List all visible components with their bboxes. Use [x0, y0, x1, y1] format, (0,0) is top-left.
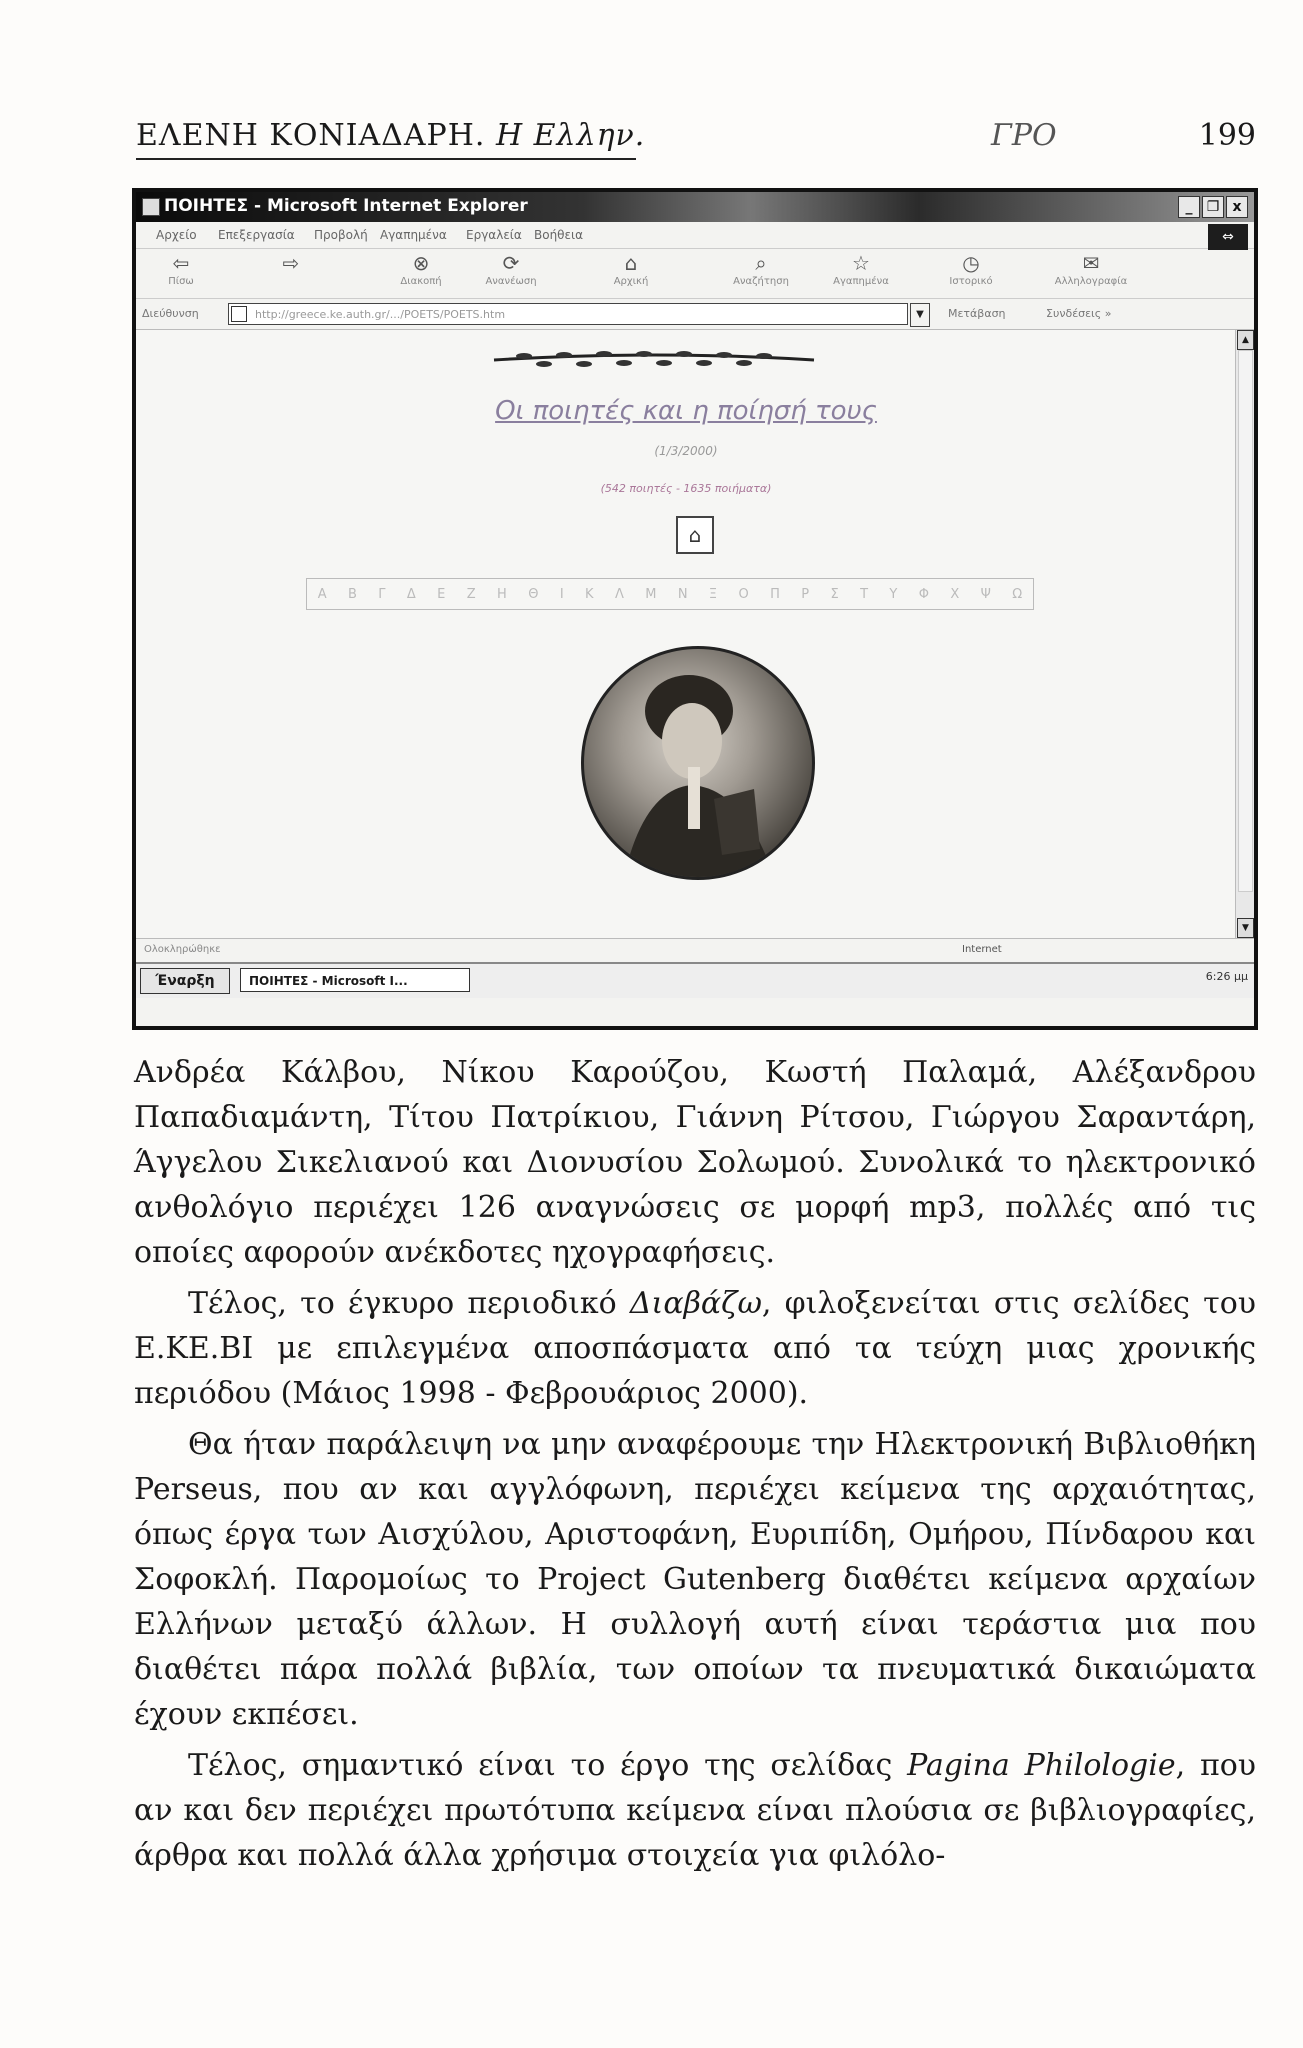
menu-favorites[interactable]: Αγαπημένα — [380, 228, 447, 242]
menu-file[interactable]: Αρχείο — [156, 228, 197, 242]
running-head-rule — [136, 158, 636, 160]
alphabet-letter[interactable]: Η — [497, 586, 507, 602]
address-bar — [136, 299, 1254, 330]
alphabet-letter[interactable]: Α — [317, 586, 327, 602]
alphabet-letter[interactable]: Τ — [860, 586, 869, 602]
menu-view[interactable]: Προβολή — [314, 228, 368, 242]
history-icon: ◷ — [962, 251, 980, 275]
site-title-link[interactable]: Οι ποιητές και η ποίησή τους — [495, 396, 877, 426]
favorites-button[interactable] — [816, 250, 906, 287]
minimize-button[interactable]: _ — [1178, 196, 1200, 218]
start-button[interactable]: Έναρξη — [140, 968, 230, 994]
alphabet-letter[interactable]: Λ — [614, 586, 624, 602]
menu-bar — [136, 222, 1254, 249]
running-head-left — [136, 118, 645, 153]
history-button[interactable] — [926, 250, 1016, 287]
laurel-ornament-icon — [484, 342, 824, 378]
browser-screenshot — [132, 188, 1258, 1030]
alphabet-letter[interactable]: Ν — [677, 586, 688, 602]
taskbar — [136, 962, 1254, 998]
status-bar — [136, 938, 1254, 963]
alphabet-letter[interactable]: Υ — [889, 586, 898, 602]
site-name: Pagina Philologie — [907, 1748, 1176, 1783]
alphabet-letter[interactable]: Θ — [528, 586, 539, 602]
window-controls — [1178, 196, 1248, 218]
alphabet-letter[interactable]: Γ — [378, 586, 386, 602]
site-counts: (542 ποιητές - 1635 ποιήματα) — [600, 482, 772, 495]
poet-portrait-image — [581, 646, 815, 880]
home-label: Αρχική — [613, 276, 649, 287]
alphabet-letter[interactable]: Ψ — [980, 586, 991, 602]
history-label: Ιστορικό — [949, 276, 993, 287]
address-dropdown-icon[interactable]: ▼ — [910, 303, 930, 327]
menu-tools[interactable]: Εργαλεία — [466, 228, 522, 242]
stop-icon: ⊗ — [412, 251, 430, 275]
scroll-down-icon[interactable]: ▼ — [1237, 918, 1254, 938]
paragraph-1: Ανδρέα Κάλβου, Νίκου Καρούζου, Κωστή Παλαμά, Αλέξανδρου Παπαδιαμάντη, Τίτου Πατρίκιου, Γιάννη Ρίτσου, Γιώργου Σαραντάρη, Άγγελου Σικελιανού και Διονυσίου Σολωμού. Συνολικά το ηλεκτρονικό ανθολόγιο περιέχει 126 αναγνώσεις σε μορφή mp3, πολλές από τις οποίες αφορούν ανέκδοτες ηχογραφήσεις. — [134, 1055, 1256, 1270]
alphabet-letter[interactable]: Ω — [1012, 586, 1023, 602]
alphabet-letter[interactable]: Κ — [585, 586, 594, 602]
forward-button[interactable] — [246, 250, 336, 276]
search-icon: ⌕ — [755, 251, 767, 275]
mail-button[interactable] — [1036, 250, 1146, 287]
search-button[interactable] — [716, 250, 806, 287]
paragraph-2-start: Τέλος, το έγκυρο περιοδικό — [188, 1286, 630, 1321]
refresh-button[interactable] — [466, 250, 556, 287]
alphabet-index — [306, 578, 1034, 610]
alphabet-letter[interactable]: Ρ — [801, 586, 810, 602]
search-label: Αναζήτηση — [733, 276, 789, 287]
alphabet-letter[interactable]: Φ — [918, 586, 929, 602]
menu-help[interactable]: Βοήθεια — [534, 228, 583, 242]
running-head-title: Η Ελλην. — [495, 118, 646, 153]
portrait-figure-icon — [584, 649, 812, 877]
stop-label: Διακοπή — [400, 276, 442, 287]
favorites-label: Αγαπημένα — [833, 276, 889, 287]
go-button[interactable]: Μετάβαση — [948, 307, 1006, 320]
status-zone: Internet — [962, 944, 1002, 955]
paragraph-3: Θα ήταν παράλειψη να μην αναφέρουμε την Ηλεκτρονική Βιβλιοθήκη Perseus, που αν και αγγλόφωνη, περιέχει κείμενα της αρχαιότητας, όπως έργα των Αισχύλου, Αριστοφάνη, Ευριπίδη, Ομήρου, Πίνδαρου και Σοφοκλή. Παρομοίως το Project Gutenberg διαθέτει κείμενα αρχαίων Ελλήνων μεταξύ άλλων. Η συλλογή αυτή είναι τεράστια μια που διαθέτει πάρα πολλά βιβλία, των οποίων τα πνευματικά δικαιώματα έχουν εκπέσει. — [134, 1427, 1256, 1732]
back-button[interactable] — [136, 250, 226, 287]
alphabet-letter[interactable]: Ε — [437, 586, 446, 602]
links-button[interactable]: Συνδέσεις » — [1046, 307, 1112, 320]
alphabet-letter[interactable]: Μ — [645, 586, 657, 602]
close-button[interactable]: x — [1226, 196, 1248, 218]
refresh-label: Ανανέωση — [485, 276, 537, 287]
vertical-scrollbar[interactable] — [1235, 330, 1254, 938]
favorites-icon: ☆ — [852, 251, 870, 275]
alphabet-letter[interactable]: Π — [770, 586, 780, 602]
alphabet-letter[interactable]: Β — [347, 586, 357, 602]
page-icon — [231, 306, 247, 322]
back-label: Πίσω — [168, 276, 194, 287]
menu-edit[interactable]: Επεξεργασία — [218, 228, 295, 242]
paragraph-4-start: Τέλος, σημαντικό είναι το έργο της σελίδας — [188, 1748, 908, 1783]
home-icon: ⌂ — [624, 251, 638, 275]
running-head-fragment: ΓΡΟ — [991, 118, 1057, 153]
scroll-thumb[interactable] — [1238, 350, 1253, 892]
scroll-up-icon[interactable]: ▲ — [1237, 330, 1254, 350]
web-page-content — [136, 330, 1236, 938]
refresh-icon: ⟳ — [502, 251, 520, 275]
running-head-author: ΕΛΕΝΗ ΚΟΝΙΑΔΑΡΗ. — [136, 118, 486, 153]
body-text — [134, 1050, 1256, 1878]
mail-label: Αλληλογραφία — [1054, 276, 1128, 287]
mail-icon: ✉ — [1082, 251, 1100, 275]
alphabet-letter[interactable]: Ζ — [466, 586, 476, 602]
app-icon — [142, 198, 160, 216]
alphabet-letter[interactable]: Ι — [559, 586, 564, 602]
address-label: Διεύθυνση — [142, 307, 199, 320]
system-tray-clock: 6:26 μμ — [1205, 970, 1248, 983]
window-title: ΠΟΙΗΤΕΣ - Microsoft Internet Explorer — [164, 196, 528, 216]
stop-button[interactable] — [376, 250, 466, 287]
alphabet-letter[interactable]: Ο — [738, 586, 749, 602]
running-head — [136, 118, 1256, 162]
alphabet-letter[interactable]: Δ — [406, 586, 416, 602]
browser-toolbar — [136, 248, 1254, 299]
alphabet-letter[interactable]: Σ — [830, 586, 839, 602]
site-date: (1/3/2000) — [654, 444, 718, 458]
ie-throbber-icon: ⇔ — [1208, 224, 1248, 250]
page-number: 199 — [1198, 118, 1256, 153]
site-home-icon[interactable]: ⌂ — [676, 516, 714, 554]
window-titlebar — [136, 192, 1254, 222]
paragraph-2-end: , φιλοξενείται στις σελίδες του Ε.ΚΕ.ΒΙ με επιλεγμένα αποσπάσματα από τα τεύχη μιας χρονικής περιόδου (Μάιος 1998 - Φεβρουάριος 2000). — [134, 1286, 1256, 1411]
status-text: Ολοκληρώθηκε — [144, 944, 221, 955]
back-arrow-icon: ⇦ — [172, 251, 190, 275]
address-input[interactable]: http://greece.ke.auth.gr/.../POETS/POETS.htm — [228, 303, 908, 325]
alphabet-letter[interactable]: Ξ — [708, 586, 718, 602]
paragraph-4 — [134, 1743, 1256, 1878]
forward-arrow-icon: ⇨ — [282, 251, 300, 275]
restore-button[interactable]: ❐ — [1202, 196, 1224, 218]
paragraph-4-end: , που αν και δεν περιέχει πρωτότυπα κείμενα είναι πλούσια σε βιβλιογραφίες, άρθρα και πολλά άλλα χρήσιμα στοιχεία για φιλόλο- — [134, 1748, 1256, 1873]
paragraph-2 — [134, 1281, 1256, 1416]
home-button[interactable] — [586, 250, 676, 287]
alphabet-letter[interactable]: Χ — [950, 586, 960, 602]
magazine-title: Διαβάζω — [629, 1286, 762, 1321]
taskbar-item-browser[interactable]: ΠΟΙΗΤΕΣ - Microsoft I... — [240, 968, 470, 992]
